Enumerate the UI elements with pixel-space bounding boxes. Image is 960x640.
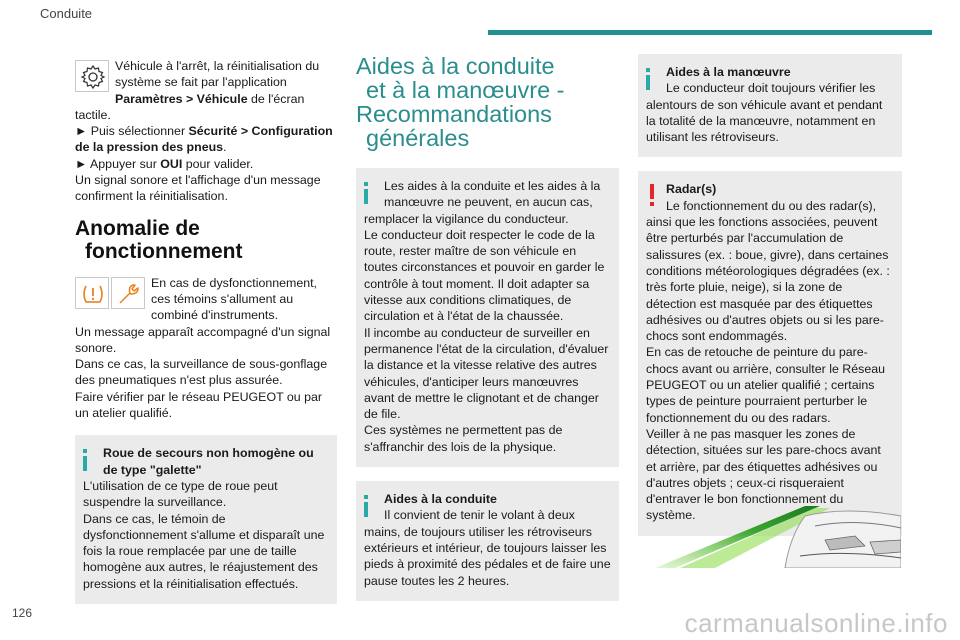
service-wrench-icon	[111, 277, 145, 309]
step-select-path: Sécurité > Configuration de la pression des pneus	[75, 124, 333, 155]
step-validate-suffix: pour valider.	[182, 156, 254, 171]
general-p1: Les aides à la conduite et les aides à la manœuvre ne peuvent, en aucun cas, remplacer la vigilance du conducteur.	[364, 179, 601, 226]
step-select	[75, 123, 337, 156]
heading-line2: et à la manœuvre -	[366, 77, 565, 103]
general-p2: Le conducteur doit respecter le code de la route, rester maître de son véhicule en toutes circonstances et pouvoir en garder le contrôle à tout moment. Il doit adapter sa vitesse aux conditions climatiques, de circulation et à l'état de la chaussée.	[364, 227, 605, 324]
info-icon	[83, 449, 97, 471]
anomaly-heading-line2: fonctionnement	[85, 239, 243, 263]
manoeuvre-title: Aides à la manœuvre	[666, 65, 791, 79]
manoeuvre-p1: Le conducteur doit toujours vérifier les alentours de son véhicule avant et pendant la totalité de la manœuvre, notamment en utilisant les rétroviseurs.	[646, 81, 883, 145]
step-validate-prefix: ► Appuyer sur	[75, 156, 161, 171]
info-icon	[364, 182, 378, 204]
info-icon	[364, 495, 378, 517]
column-middle	[356, 54, 619, 601]
watermark: carmanualsonline.info	[684, 608, 948, 638]
intro-path: Paramètres > Véhicule	[115, 91, 248, 106]
general-p4: Ces systèmes ne permettent pas de s'affranchir des lois de la physique.	[364, 423, 563, 454]
info-icon	[646, 68, 660, 90]
heading-line3: Recommandations	[356, 101, 552, 127]
reset-instructions	[75, 58, 337, 123]
header-accent-bar	[488, 30, 932, 35]
general-p3: Il incombe au conducteur de surveiller en permanence l'état de la circulation, d'évaluer la distance et la vitesse relative des autres véhicules, d'anticiper leurs manœuvres avant de mettre le clignotant et de changer de file.	[364, 325, 609, 422]
step-select-suffix: .	[223, 140, 227, 155]
anomaly-block	[75, 275, 337, 324]
radar-p2: En cas de retouche de peinture du pare-chocs avant ou arrière, consulter le Réseau PEUGEOT ou un atelier qualifié ; certains types de peinture pourraient perturber le fonctionnement du ou des radars.	[646, 345, 885, 425]
driving-aids-heading	[356, 54, 619, 150]
driving-aids-title: Aides à la conduite	[384, 492, 497, 507]
radar-title: Radar(s)	[666, 182, 717, 197]
step-select-prefix: ► Puis sélectionner	[75, 124, 189, 139]
column-left	[75, 58, 337, 604]
step-validate	[75, 156, 337, 172]
spare-wheel-info-box	[75, 435, 337, 604]
page-number: 126	[12, 606, 33, 620]
tire-warning-icon	[75, 277, 109, 309]
anomaly-p3: Dans ce cas, la surveillance de sous-gonflage des pneumatiques n'est plus assurée.	[75, 357, 328, 388]
intro-text: Véhicule à l'arrêt, la réinitialisation du système se fait par l'application	[115, 59, 320, 90]
heading-line4: générales	[366, 125, 470, 151]
spare-wheel-p2: Dans ce cas, le témoin de dysfonctionnement s'allume et disparaît une fois la roue remplacée par une de taille homogène aux autres, le réajustement des pressions et la réinitialisation effectués.	[83, 511, 325, 591]
column-right	[638, 54, 902, 536]
settings-gear-icon	[75, 60, 109, 92]
step-validate-yes: OUI	[160, 156, 183, 171]
anomaly-p4: Faire vérifier par le réseau PEUGEOT ou par un atelier qualifié.	[75, 389, 322, 421]
spare-wheel-p1: L'utilisation de ce type de roue peut suspendre la surveillance.	[83, 478, 278, 510]
anomaly-text: En cas de dysfonctionnement, ces témoins s'allument au combiné d'instruments.	[151, 275, 317, 323]
anomaly-heading	[75, 217, 337, 263]
general-info-box	[356, 168, 619, 467]
confirm-text: Un signal sonore et l'affichage d'un message confirment la réinitialisation.	[75, 173, 321, 204]
radar-warning-box	[638, 171, 902, 535]
car-front-illustration-icon	[655, 506, 901, 568]
manoeuvre-info-box	[638, 54, 902, 157]
heading-line1: Aides à la conduite	[356, 53, 555, 79]
intro-text-2: de l'écran tactile.	[75, 91, 305, 122]
section-header: Conduite	[40, 6, 93, 21]
spare-wheel-title: Roue de secours non homogène ou de type "galette"	[103, 446, 314, 477]
radar-p3: Veiller à ne pas masquer les zones de détection, situées sur les pare-chocs avant et arrière, par des étiquettes adhésives ou d'autres objets ; ceux-ci risqueraient d'entraver le bon fonctionnement du système.	[646, 426, 881, 523]
driving-aids-info-box	[356, 481, 619, 601]
driving-aids-p1: Il convient de tenir le volant à deux mains, de toujours utiliser les rétroviseurs extérieurs et intérieur, de toujours laisser les pieds à proximité des pédales et de faire une pause toutes les 2 heures.	[364, 508, 611, 588]
warning-icon	[646, 184, 660, 206]
anomaly-p2: Un message apparaît accompagné d'un signal sonore.	[75, 324, 331, 355]
anomaly-heading-line1: Anomalie de	[75, 216, 200, 240]
radar-p1: Le fonctionnement du ou des radar(s), ainsi que les fonctions associées, peuvent être perturbés par l'accumulation de salissures (ex. : boue, givre), dans certaines conditions météorologiques dégradées (ex. : très forte pluie, neige), si la zone de détection est masquée par des étiquettes adhésives ou d'autres objets ou si les pare-chocs sont endommagés.	[646, 198, 890, 344]
